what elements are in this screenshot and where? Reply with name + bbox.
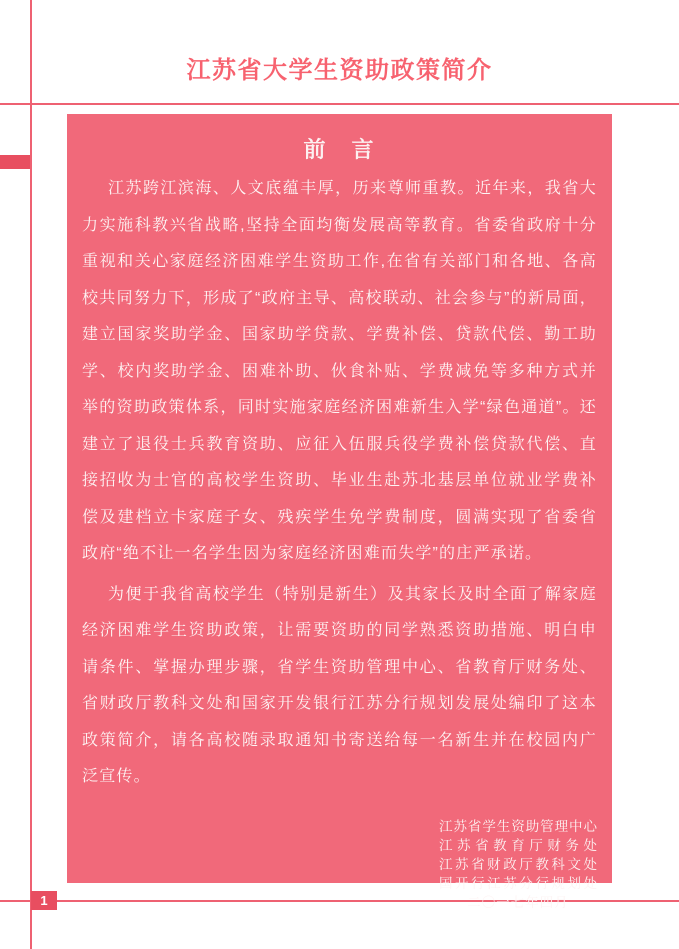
- preface-paragraph-1: 江苏跨江滨海、人文底蕴丰厚，历来尊师重教。近年来，我省大力实施科教兴省战略,坚持全面均衡发展高等教育。省委省政府十分重视和关心家庭经济困难学生资助工作,在省有关部门和各地、各高校共同努力下，形成了“政府主导、高校联动、社会参与”的新局面，建立国家奖助学金、国家助学贷款、学费补偿、贷款代偿、勤工助学、校内奖助学金、困难补助、伙食补贴、学费减免等多种方式并举的资助政策体系，同时实施家庭经济困难新生入学“绿色通道”。还建立了退役士兵教育资助、应征入伍服兵役学费补偿贷款代偿、直接招收为士官的高校学生资助、毕业生赴苏北基层单位就业学费补偿及建档立卡家庭子女、残疾学生免学费制度，圆满实现了省委省政府“绝不让一名学生因为家庭经济困难而失学”的庄严承诺。: [82, 180, 597, 562]
- page-title: 江苏省大学生资助政策简介: [186, 57, 493, 84]
- signature-line-4: 国开行江苏分行规划处: [439, 875, 597, 891]
- signature-date: 二〇一七年四月: [467, 894, 569, 910]
- signature-line-3: 江苏省财政厅教科文处: [439, 856, 597, 872]
- left-accent-bar: [0, 155, 30, 169]
- preface-heading: 前 言: [303, 137, 376, 162]
- signature-line-2: 江苏省教育厅财务处: [439, 837, 597, 853]
- preface-panel: [67, 114, 612, 910]
- signature-block: [439, 817, 597, 912]
- left-margin-rule: [30, 0, 32, 949]
- signature-line-1: 江苏省学生资助管理中心: [439, 818, 597, 834]
- top-rule: [0, 103, 679, 105]
- preface-paragraph-2: 为便于我省高校学生（特别是新生）及其家长及时全面了解家庭经济困难学生资助政策，让需要资助的同学熟悉资助措施、明白申请条件、掌握办理步骤，省学生资助管理中心、省教育厅财务处、省财政厅教科文处和国家开发银行江苏分行规划发展处编印了这本政策简介，请各高校随录取通知书寄送给每一名新生并在校园内广泛宣传。: [82, 585, 597, 785]
- page-number-badge: 1: [31, 891, 57, 910]
